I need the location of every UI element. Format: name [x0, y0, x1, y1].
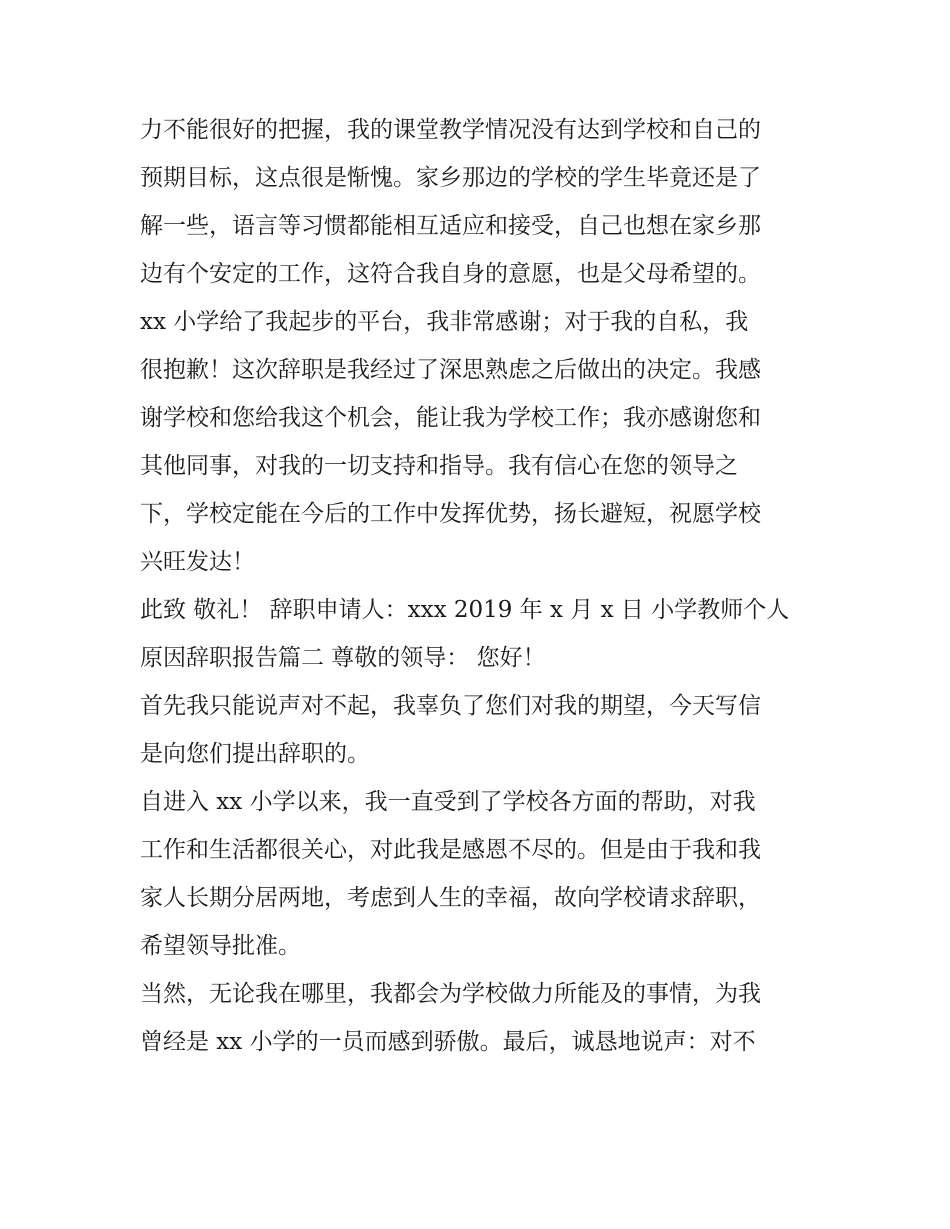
text-line: 下，学校定能在今后的工作中发挥优势，扬长避短，祝愿学校: [140, 501, 761, 527]
text-line: 工作和生活都很关心，对此我是感恩不尽的。但是由于我和我: [140, 837, 761, 863]
text-line: 此致 敬礼！ 辞职申请人：xxx 2019 年 x 月 x 日 小学教师个人: [140, 597, 790, 623]
text-line: 当然，无论我在哪里，我都会为学校做力所能及的事情，为我: [140, 981, 761, 1007]
text-line: 解一些，语言等习惯都能相互适应和接受，自己也想在家乡那: [140, 213, 761, 239]
text-line: 力不能很好的把握，我的课堂教学情况没有达到学校和自己的: [140, 117, 761, 143]
text-line: 自进入 xx 小学以来，我一直受到了学校各方面的帮助，对我: [140, 789, 756, 815]
text-line: 首先我只能说声对不起，我辜负了您们对我的期望，今天写信: [140, 693, 761, 719]
text-line: 边有个安定的工作，这符合我自身的意愿，也是父母希望的。: [140, 261, 761, 287]
text-line: 原因辞职报告篇二 尊敬的领导： 您好！: [140, 645, 546, 671]
text-line: 希望领导批准。: [140, 933, 301, 959]
text-line: 谢学校和您给我这个机会，能让我为学校工作；我亦感谢您和: [140, 405, 761, 431]
text-line: 兴旺发达！: [140, 549, 255, 575]
text-line: xx 小学给了我起步的平台，我非常感谢；对于我的自私，我: [140, 309, 749, 335]
text-line: 家人长期分居两地，考虑到人生的幸福，故向学校请求辞职，: [140, 885, 761, 911]
text-line: 预期目标，这点很是惭愧。家乡那边的学校的学生毕竟还是了: [140, 165, 761, 191]
text-line: 其他同事，对我的一切支持和指导。我有信心在您的领导之: [140, 453, 738, 479]
text-line: 曾经是 xx 小学的一员而感到骄傲。最后，诚恳地说声：对不: [140, 1029, 756, 1055]
text-line: 很抱歉！这次辞职是我经过了深思熟虑之后做出的决定。我感: [140, 357, 761, 383]
text-line: 是向您们提出辞职的。: [140, 741, 370, 767]
document-body: [140, 106, 830, 1066]
